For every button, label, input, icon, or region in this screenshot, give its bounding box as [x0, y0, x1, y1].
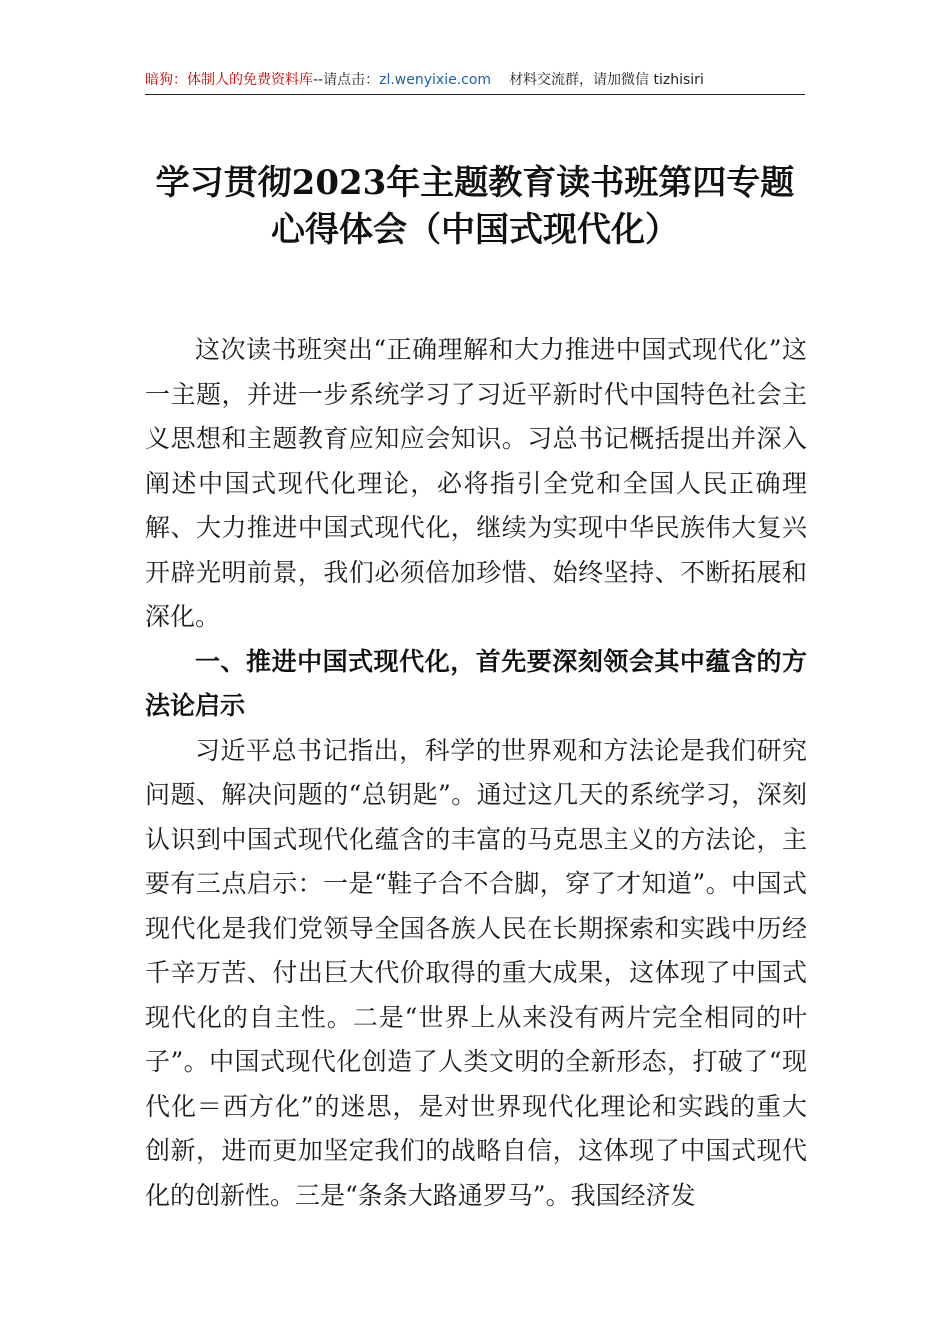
section-heading-1: 一、推进中国式现代化，首先要深刻领会其中蕴含的方法论启示 — [145, 646, 807, 720]
document-body — [145, 328, 807, 1218]
document-title-line-2: 心得体会（中国式现代化） — [271, 210, 679, 250]
paragraph-intro: 这次读书班突出“正确理解和大力推进中国式现代化”这一主题，并进一步系统学习了习近平新时代中国特色社会主义思想和主题教育应知应会知识。习总书记概括提出并深入阐述中国式现代化理论，必将指引全党和全国人民正确理解、大力推进中国式现代化，继续为实现中华民族伟大复兴开辟光明前景，我们必须倍加珍惜、始终坚持、不断拓展和深化。 — [145, 335, 807, 631]
header-group-info: 材料交流群，请加微信 tizhisiri — [509, 72, 704, 88]
paragraph-methodology: 习近平总书记指出，科学的世界观和方法论是我们研究问题、解决问题的“总钥匙”。通过这几天的系统学习，深刻认识到中国式现代化蕴含的丰富的马克思主义的方法论，主要有三点启示：一是“鞋子合不合脚，穿了才知道”。中国式现代化是我们党领导全国各族人民在长期探索和实践中历经千辛万苦、付出巨大代价取得的重大成果，这体现了中国式现代化的自主性。二是“世界上从来没有两片完全相同的叶子”。中国式现代化创造了人类文明的全新形态，打破了“现代化＝西方化”的迷思，是对世界现代化理论和实践的重大创新，进而更加坚定我们的战略自信，这体现了中国式现代化的创新性。三是“条条大路通罗马”。我国经济发 — [145, 735, 807, 1210]
page-header — [145, 66, 805, 95]
document-title-line-1: 学习贯彻2023年主题教育读书班第四专题 — [155, 163, 795, 203]
header-click-prefix: --请点击： — [313, 72, 380, 88]
header-brand: 暗狗：体制人的免费资料库 — [145, 72, 313, 88]
header-url-link[interactable]: zl.wenyixie.com — [379, 72, 492, 88]
